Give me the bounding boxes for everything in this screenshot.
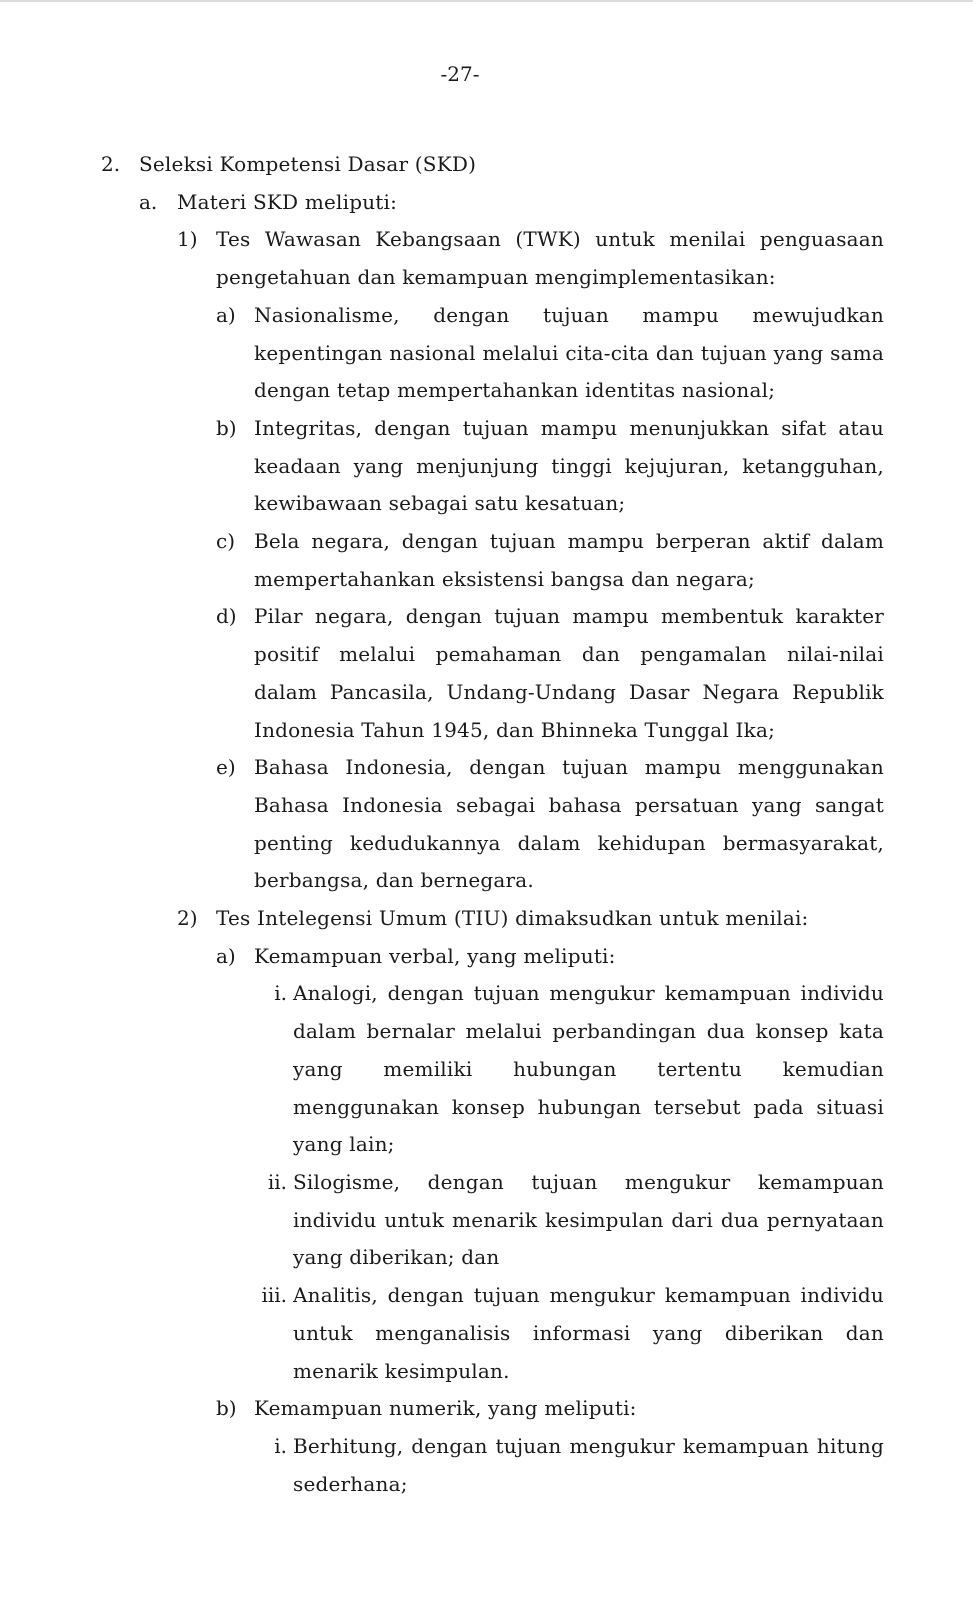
- list-item-text: Analitis, dengan tujuan mengukur kemampuan individu untuk menganalisis informasi yang diberikan dan menarik kesimpulan.: [293, 1283, 884, 1383]
- top-border: [0, 0, 973, 2]
- list-item-analitis: [0, 1277, 884, 1390]
- list-marker: d): [216, 604, 237, 629]
- list-marker: a): [216, 302, 236, 327]
- list-marker: ii.: [267, 1169, 287, 1194]
- list-item-text: Analogi, dengan tujuan mengukur kemampuan individu dalam bernalar melalui perbandingan dua konsep kata yang memiliki hubungan tertentu kemudian menggunakan konsep hubungan tersebut pada situasi yang lain;: [293, 981, 884, 1157]
- list-item-text: Silogisme, dengan tujuan mengukur kemampuan individu untuk menarik kesimpulan dari dua pernyataan yang diberikan; dan: [293, 1169, 884, 1270]
- list-item-text: Pilar negara, dengan tujuan mampu membentuk karakter positif melalui pemahaman dan pengamalan nilai-nilai dalam Pancasila, Undang-Undang Dasar Negara Republik Indonesia Tahun 1945, dan Bhinneka Tunggal Ika;: [254, 604, 884, 742]
- subsection-marker: a.: [139, 189, 158, 214]
- list-item-bela-negara: [0, 523, 884, 598]
- subsection-heading: [0, 184, 884, 222]
- list-item-text: Kemampuan verbal, yang meliputi:: [254, 943, 616, 968]
- list-item-tiu: [0, 900, 884, 938]
- list-item-integritas: [0, 410, 884, 523]
- list-item-text: Bela negara, dengan tujuan mampu berperan aktif dalam mempertahankan eksistensi bangsa dan negara;: [254, 529, 884, 591]
- list-marker: e): [216, 755, 236, 780]
- list-item-text: Kemampuan numerik, yang meliputi:: [254, 1396, 637, 1421]
- list-marker: 1): [177, 227, 198, 252]
- list-marker: b): [216, 1396, 237, 1421]
- list-item-text: Tes Intelegensi Umum (TIU) dimaksudkan untuk menilai:: [216, 906, 809, 931]
- list-item-pilar-negara: [0, 598, 884, 749]
- list-marker: 2): [177, 906, 198, 931]
- list-item-twk: [0, 221, 884, 296]
- list-item-verbal: [0, 938, 884, 976]
- page-number: -27-: [440, 62, 480, 86]
- list-marker: c): [216, 529, 236, 554]
- subsection-title: Materi SKD meliputi:: [177, 189, 398, 214]
- list-item-text: Bahasa Indonesia, dengan tujuan mampu menggunakan Bahasa Indonesia sebagai bahasa persatuan yang sangat penting kedudukannya dalam kehidupan bermasyarakat, berbangsa, dan bernegara.: [254, 755, 884, 893]
- list-item-bahasa-indonesia: [0, 749, 884, 900]
- list-item-nasionalisme: [0, 297, 884, 410]
- list-item-numerik: [0, 1390, 884, 1428]
- list-marker: iii.: [261, 1283, 287, 1308]
- list-item-text: Berhitung, dengan tujuan mengukur kemampuan hitung sederhana;: [293, 1433, 884, 1496]
- list-marker: i.: [274, 1433, 287, 1458]
- list-item-text: Tes Wawasan Kebangsaan (TWK) untuk menilai penguasaan pengetahuan dan kemampuan mengimplementasikan:: [216, 227, 884, 290]
- list-item-text: Nasionalisme, dengan tujuan mampu mewujudkan kepentingan nasional melalui cita-cita dan tujuan yang sama dengan tetap mempertahankan identitas nasional;: [254, 302, 884, 403]
- section-title: Seleksi Kompetensi Dasar (SKD): [139, 152, 477, 176]
- list-marker: a): [216, 943, 236, 968]
- list-item-berhitung: [0, 1428, 884, 1503]
- list-marker: i.: [274, 981, 287, 1006]
- list-item-text: Integritas, dengan tujuan mampu menunjukkan sifat atau keadaan yang menjunjung tinggi kejujuran, ketangguhan, kewibawaan sebagai satu kesatuan;: [254, 415, 884, 516]
- document-body: [0, 146, 973, 1503]
- section-heading: [0, 146, 884, 184]
- section-marker: 2.: [101, 152, 121, 176]
- list-item-analogi: [0, 975, 884, 1164]
- list-item-silogisme: [0, 1164, 884, 1277]
- list-marker: b): [216, 415, 237, 440]
